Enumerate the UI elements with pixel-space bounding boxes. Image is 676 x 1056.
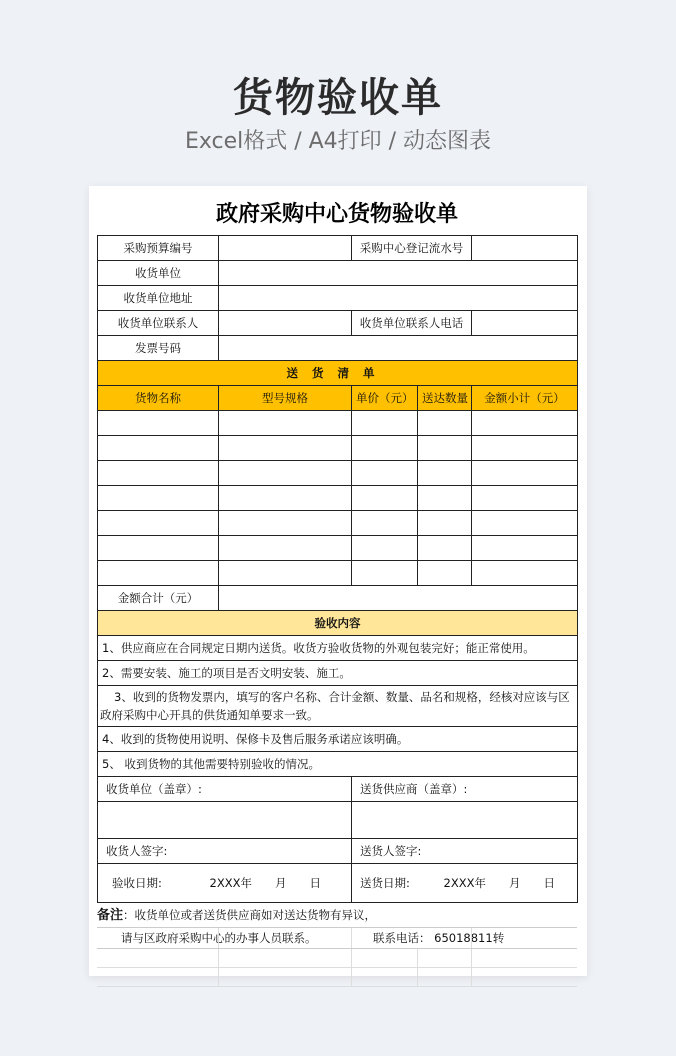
grid-divider [351, 949, 352, 967]
acceptance-item [98, 636, 578, 661]
delivery-row [98, 561, 578, 586]
acceptance-item [98, 661, 578, 686]
cell[interactable] [352, 536, 418, 561]
receiver-contact-field[interactable] [219, 311, 352, 336]
info-row [98, 261, 578, 286]
delivery-date-cell [352, 864, 578, 903]
acceptance-item [98, 686, 578, 727]
receiver-address-field[interactable] [219, 286, 578, 311]
cell[interactable] [472, 436, 578, 461]
cell[interactable] [352, 511, 418, 536]
delivery-row [98, 511, 578, 536]
hero-title: 货物验收单 [233, 75, 443, 121]
cell[interactable] [472, 511, 578, 536]
grid-divider [351, 928, 352, 948]
cell[interactable] [219, 511, 352, 536]
note-line-1 [97, 903, 577, 928]
date-row [98, 864, 578, 903]
note-text-1: ：收货单位或者送货供应商如对送达货物有异议， [123, 908, 377, 922]
budget-number-label: 采购预算编号 [98, 236, 219, 261]
acceptance-item-3: 3、收到的货物发票内，填写的客户名称、合计金额、数量、品名和规格，经核对应该与区政府采购中心开具的供货通知单要求一致。 [98, 686, 578, 727]
cell[interactable] [352, 461, 418, 486]
cell[interactable] [98, 561, 219, 586]
invoice-number-label: 发票号码 [98, 336, 219, 361]
registration-number-label: 采购中心登记流水号 [352, 236, 472, 261]
info-row [98, 336, 578, 361]
acceptance-form-table [97, 235, 578, 903]
cell[interactable] [219, 436, 352, 461]
note-block [97, 903, 577, 987]
cell[interactable] [219, 561, 352, 586]
delivery-section-title: 送货清单 [98, 361, 578, 386]
cell[interactable] [472, 486, 578, 511]
info-row [98, 236, 578, 261]
empty-grid-row [97, 949, 577, 968]
seal-area-row [98, 802, 578, 839]
delivery-date-value[interactable]: 2XXX年 月 日 [443, 876, 555, 890]
cell[interactable] [98, 486, 219, 511]
hero-subtitle: Excel格式 / A4打印 / 动态图表 [184, 129, 492, 154]
cell[interactable] [418, 536, 472, 561]
acceptance-item [98, 752, 578, 777]
receiver-seal-area[interactable] [98, 802, 352, 839]
acceptance-item-5: 5、 收到货物的其他需要特别验收的情况。 [98, 752, 578, 777]
cell[interactable] [472, 561, 578, 586]
grid-divider [471, 928, 472, 948]
column-unit-price: 单价（元） [352, 386, 418, 411]
cell[interactable] [418, 461, 472, 486]
cell[interactable] [219, 536, 352, 561]
receiver-contact-label: 收货单位联系人 [98, 311, 219, 336]
column-quantity: 送达数量 [418, 386, 472, 411]
cell[interactable] [352, 561, 418, 586]
receive-date-value[interactable]: 2XXX年 月 日 [209, 876, 321, 890]
supplier-sign-label: 送货人签字: [352, 839, 578, 864]
cell[interactable] [98, 436, 219, 461]
grid-divider [471, 968, 472, 986]
receiver-phone-label: 收货单位联系人电话 [352, 311, 472, 336]
document-paper [89, 186, 587, 976]
receiver-address-label: 收货单位地址 [98, 286, 219, 311]
column-model-spec: 型号规格 [219, 386, 352, 411]
grid-divider [218, 928, 219, 948]
cell[interactable] [352, 486, 418, 511]
receiver-unit-label: 收货单位 [98, 261, 219, 286]
cell[interactable] [418, 561, 472, 586]
delivery-row [98, 486, 578, 511]
cell[interactable] [418, 436, 472, 461]
supplier-seal-area[interactable] [352, 802, 578, 839]
delivery-row [98, 436, 578, 461]
acceptance-item-1: 1、供应商应在合同规定日期内送货。收货方验收货物的外观包装完好；能正常使用。 [98, 636, 578, 661]
cell[interactable] [472, 536, 578, 561]
delivery-column-headers [98, 386, 578, 411]
delivery-row [98, 411, 578, 436]
receive-date-cell [98, 864, 352, 903]
cell[interactable] [98, 536, 219, 561]
cell[interactable] [98, 461, 219, 486]
grid-divider [351, 968, 352, 986]
total-row [98, 586, 578, 611]
grid-divider [218, 968, 219, 986]
info-row [98, 286, 578, 311]
seal-row [98, 777, 578, 802]
empty-grid-row [97, 968, 577, 987]
supplier-seal-label: 送货供应商（盖章）: [352, 777, 578, 802]
invoice-number-field[interactable] [219, 336, 578, 361]
total-field[interactable] [219, 586, 578, 611]
document-title: 政府采购中心货物验收单 [215, 202, 458, 227]
note-phone: 联系电话： 65018811转 [373, 931, 505, 945]
cell[interactable] [98, 511, 219, 536]
cell[interactable] [352, 436, 418, 461]
receiver-unit-field[interactable] [219, 261, 578, 286]
acceptance-header [98, 611, 578, 636]
acceptance-item-4: 4、收到的货物使用说明、保修卡及售后服务承诺应该明确。 [98, 727, 578, 752]
grid-divider [218, 949, 219, 967]
delivery-row [98, 536, 578, 561]
delivery-date-label: 送货日期: [360, 876, 410, 890]
note-line-2 [97, 928, 577, 949]
cell[interactable] [219, 461, 352, 486]
note-text-2: 请与区政府采购中心的办事人员联系。 [121, 931, 317, 945]
cell[interactable] [98, 411, 219, 436]
note-label: 备注 [97, 908, 124, 923]
budget-number-field[interactable] [219, 236, 352, 261]
receiver-sign-label: 收货人签字: [98, 839, 352, 864]
cell[interactable] [472, 411, 578, 436]
info-row [98, 311, 578, 336]
grid-divider [471, 949, 472, 967]
grid-divider [417, 968, 418, 986]
total-label: 金额合计（元） [98, 586, 219, 611]
acceptance-item [98, 727, 578, 752]
acceptance-title: 验收内容 [98, 611, 578, 636]
receive-date-label: 验收日期: [112, 876, 162, 890]
cell[interactable] [219, 411, 352, 436]
registration-number-field[interactable] [472, 236, 578, 261]
delivery-section-header [98, 361, 578, 386]
signature-row [98, 839, 578, 864]
column-subtotal: 金额小计（元） [472, 386, 578, 411]
cell[interactable] [219, 486, 352, 511]
cell[interactable] [352, 411, 418, 436]
delivery-row [98, 461, 578, 486]
receiver-seal-label: 收货单位（盖章）: [98, 777, 352, 802]
cell[interactable] [418, 511, 472, 536]
cell[interactable] [472, 461, 578, 486]
column-goods-name: 货物名称 [98, 386, 219, 411]
form-sheet [97, 194, 577, 987]
cell[interactable] [418, 411, 472, 436]
receiver-phone-field[interactable] [472, 311, 578, 336]
grid-divider [417, 949, 418, 967]
cell[interactable] [418, 486, 472, 511]
acceptance-item-2: 2、需要安装、施工的项目是否文明安装、施工。 [98, 661, 578, 686]
